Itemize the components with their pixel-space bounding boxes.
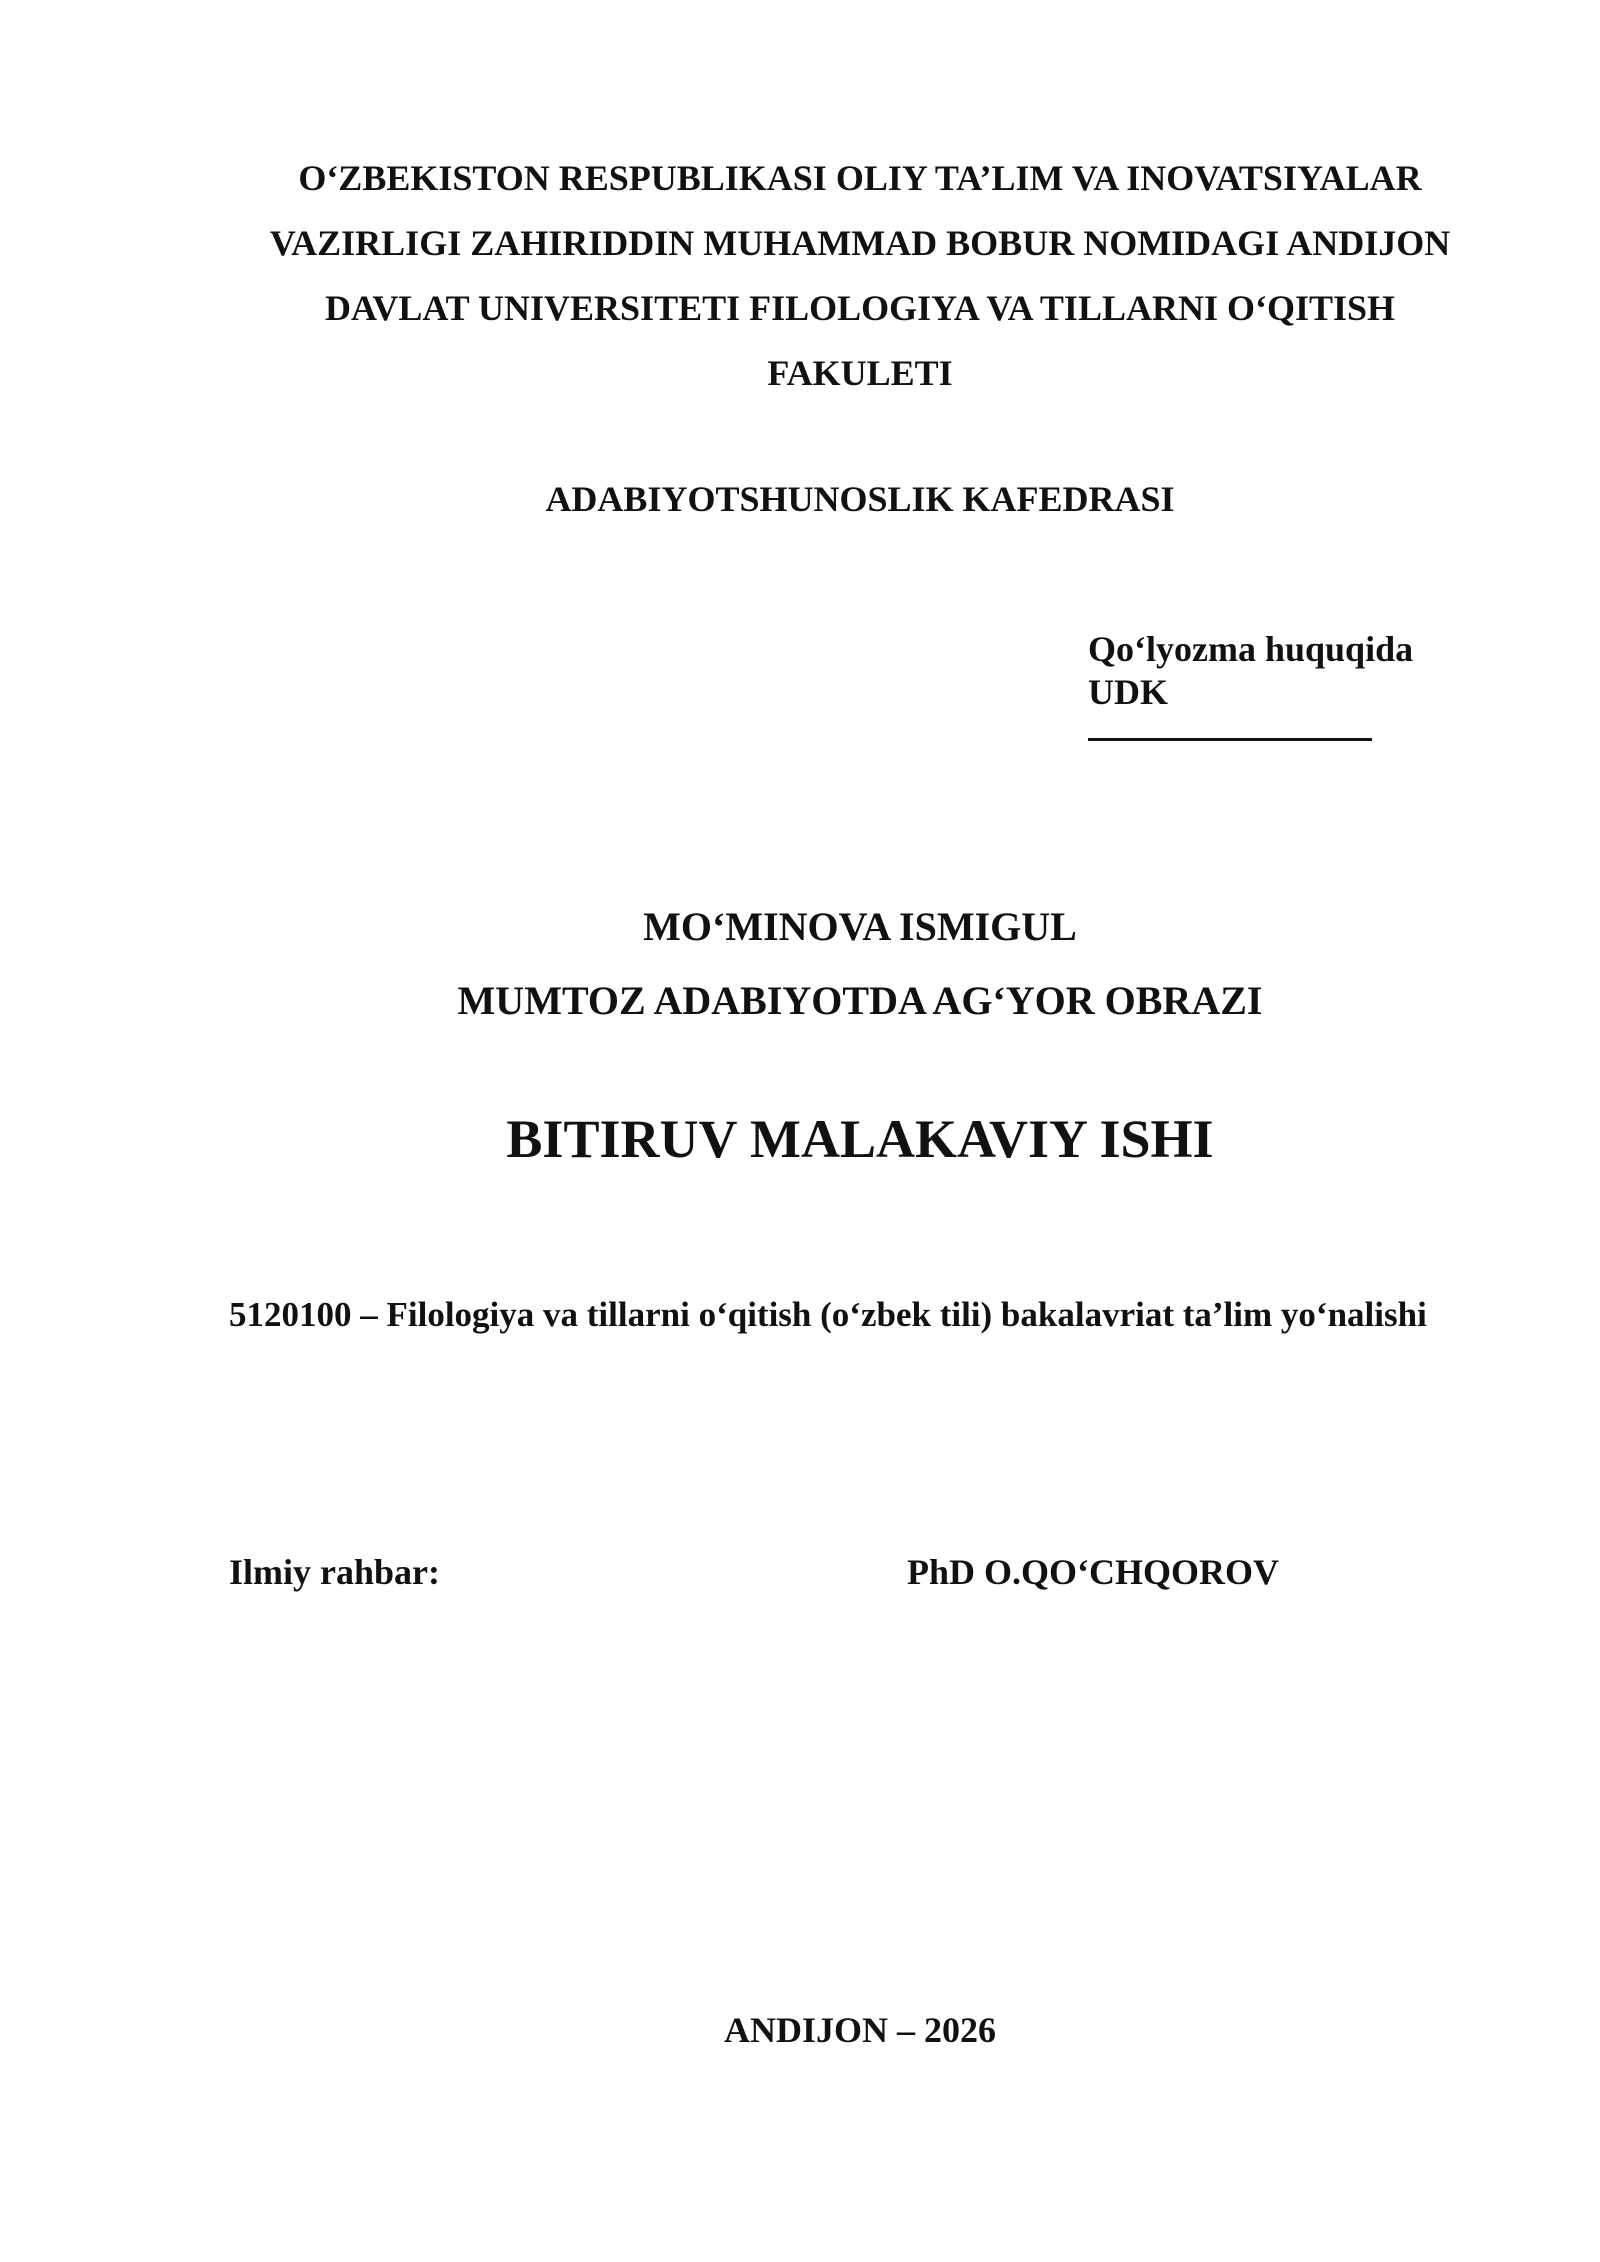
udk-blank-line bbox=[1088, 738, 1372, 741]
ministry-heading bbox=[210, 146, 1510, 406]
manuscript-rights-label: Qo‘lyozma huquqida bbox=[1088, 629, 1414, 669]
ministry-line: FAKULETI bbox=[767, 353, 953, 393]
author-block bbox=[210, 890, 1510, 1038]
supervisor-name: PhD O.QO‘CHQOROV bbox=[907, 1552, 1280, 1592]
ministry-line: VAZIRLIGI ZAHIRIDDIN MUHAMMAD BOBUR NOMIDAGI ANDIJON bbox=[269, 223, 1451, 263]
ministry-line: DAVLAT UNIVERSITETI FILOLOGIYA VA TILLARNI O‘QITISH bbox=[324, 288, 1396, 328]
author-name: MO‘MINOVA ISMIGUL bbox=[643, 904, 1077, 949]
manuscript-rights-block bbox=[1088, 628, 1508, 741]
study-direction: 5120100 – Filologiya va tillarni o‘qitish (o‘zbek tili) bakalavriat ta’lim yo‘nalishi bbox=[229, 1295, 1427, 1334]
udk-label: UDK bbox=[1088, 672, 1168, 712]
thesis-topic: MUMTOZ ADABIYOTDA AG‘YOR OBRAZI bbox=[457, 978, 1263, 1023]
department-name: ADABIYOTSHUNOSLIK KAFEDRASI bbox=[545, 479, 1175, 519]
supervisor-label: Ilmiy rahbar: bbox=[229, 1552, 440, 1592]
work-type-title: BITIRUV MALAKAVIY ISHI bbox=[506, 1109, 1214, 1169]
place-year: ANDIJON – 2026 bbox=[723, 2010, 996, 2050]
ministry-line: O‘ZBEKISTON RESPUBLIKASI OLIY TA’LIM VA INOVATSIYALAR bbox=[298, 158, 1422, 198]
